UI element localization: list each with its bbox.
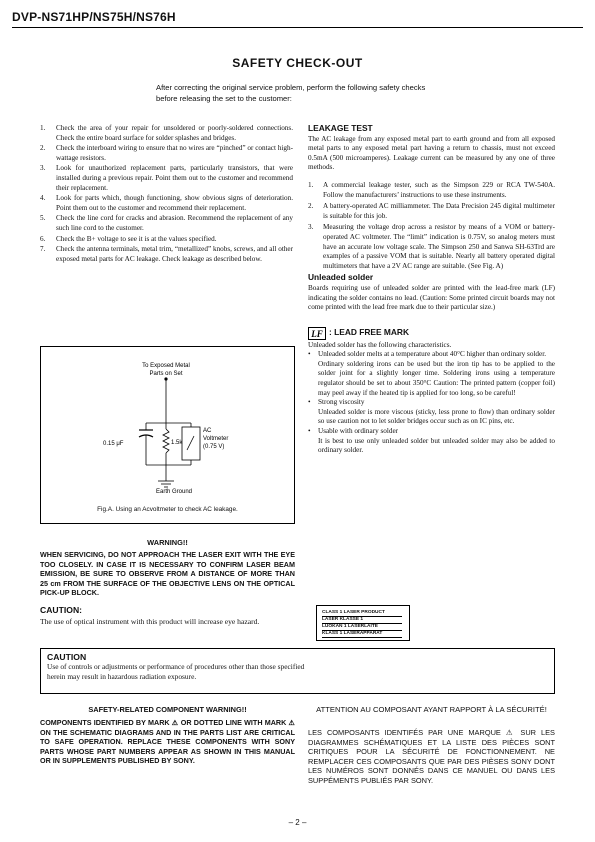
test-probe-node xyxy=(164,377,167,380)
caution-heading: CAUTION: xyxy=(40,605,83,615)
meter-label-2: Voltmeter xyxy=(203,436,229,442)
unleaded-solder-heading: Unleaded solder xyxy=(308,272,374,283)
manual-model-header: DVP-NS71HP/NS75H/NS76H xyxy=(12,10,176,24)
leakage-method-item: 2. A battery-operated AC milliammeter. The Data Precision 245 digital multimeter is suitable for this job. xyxy=(308,202,555,220)
laser-label-line: LASER KLASSE 1 xyxy=(322,617,402,624)
leakage-column xyxy=(308,124,555,456)
leakage-circuit-diagram xyxy=(41,347,296,525)
check-item: 1. Check the area of your repair for unsoldered or poorly-soldered connections. Check the entire board surface for solder splashes and bridges. xyxy=(40,124,293,142)
lead-free-bullet: • Usable with ordinary solder It is best to use only unleaded solder but unleaded solder may also be added to ordinary solder. xyxy=(308,427,555,455)
caution-text: The use of optical instrument with this product will increase eye hazard. xyxy=(40,617,260,626)
laser-warning-body: WHEN SERVICING, DO NOT APPROACH THE LASER EXIT WITH THE EYE TOO CLOSELY. IN CASE IT IS NECESSARY TO CONFIRM LASER BEAM EMISSION, BE SURE TO OBSERVE FROM A DISTANCE OF MORE THAN 25 cm FROM THE SURFACE OF THE OBJECTIVE LENS ON THE OPTICAL PICK-UP BLOCK. xyxy=(40,550,295,598)
leakage-test-figure xyxy=(40,346,295,524)
check-item: 4. Look for parts which, though functioning, show obvious signs of deterioration. Point them out to the customer and recommend their replacement. xyxy=(40,194,293,212)
lead-free-bullet: • Unleaded solder melts at a temperature about 40°C higher than ordinary solder. Ordinary soldering irons can be used but the iron tip has to be applied to the solder joint for a slightly longer time. Soldering irons using a temperature regulator should be set to about 350°C Caution: The printed pattern (copper foil) may peel away if the heated tip is applied for too long, so be careful! xyxy=(308,350,555,397)
figure-label-top-1: To Exposed Metal xyxy=(142,363,190,369)
meter-label-3: (0.75 V) xyxy=(203,444,225,450)
lead-free-mark-heading: : LEAD FREE MARK xyxy=(329,327,410,338)
header-rule xyxy=(12,27,583,28)
check-item: 6. Check the B+ voltage to see it is at the values specified. xyxy=(40,234,217,243)
leakage-test-intro: The AC leakage from any exposed metal part to earth ground and from all exposed metal parts to any exposed metal part having a return to chassis, must not exceed 0.5mA (500 microamperes). Leakage current can be measured by any one of three methods. xyxy=(308,134,555,172)
lead-free-intro: Unleaded solder has the following characteristics. xyxy=(308,340,452,349)
bullet-dot: • xyxy=(308,398,311,407)
laser-warning-title: WARNING!! xyxy=(147,538,188,547)
unleaded-solder-text: Boards requiring use of unleaded solder are printed with the lead-free mark (LF) indicating the solder contains no lead. (Caution: Some printed circuit boards may not come printed with the lead free mark due to their particular size.) xyxy=(308,283,555,312)
caution-box xyxy=(40,648,555,694)
leakage-method-list xyxy=(308,181,555,271)
check-item: 5. Check the line cord for cracks and abrasion. Recommend the replacement of any such line cord to the customer. xyxy=(40,214,293,232)
lead-free-bullet: • Strong viscosity Unleaded solder is more viscous (sticky, less prone to flow) than ordinary solder so use caution not to let solder bridges occur such as on IC pins, etc. xyxy=(308,398,555,426)
laser-label-line: KLASS 1 LASERAPPARAT xyxy=(322,631,402,638)
caution-box-heading: CAUTION xyxy=(47,652,87,662)
french-safety-title: ATTENTION AU COMPOSANT AYANT RAPPORT À LA SÉCURITÉ! xyxy=(316,705,547,714)
intro-paragraph: After correcting the original service problem, perform the following safety checks before releasing the set to the customer: xyxy=(156,83,426,103)
laser-class-label xyxy=(316,605,410,641)
safety-check-list xyxy=(40,124,293,264)
check-item: 7. Check the antenna terminals, metal trim, “metallized” knobs, screws, and all other exposed metal parts for AC leakage. Check leakage as described below. xyxy=(40,245,293,263)
figure-caption: Fig.A. Using an Acvoltmeter to check AC leakage. xyxy=(97,506,238,513)
leakage-test-heading: LEAKAGE TEST xyxy=(308,123,373,133)
figure-label-top-2: Parts on Set xyxy=(149,371,183,377)
resistor-label: 1.5k xyxy=(171,440,183,446)
laser-class-label-lines xyxy=(322,610,402,638)
bullet-dot: • xyxy=(308,427,311,436)
safety-component-body: COMPONENTS IDENTIFIED BY MARK ⚠ OR DOTTED LINE WITH MARK ⚠ ON THE SCHEMATIC DIAGRAMS AND IN THE PARTS LIST ARE CRITICAL TO SAFE OPERATION. REPLACE THESE COMPONENTS WITH SONY PARTS WHOSE PART NUMBERS APPEAR AS SHOWN IN THIS MANUAL OR IN SUPPLEMENTS PUBLISHED BY SONY. xyxy=(40,718,295,766)
french-safety-body: LES COMPOSANTS IDENTIFÉS PAR UNE MARQUE ⚠ SUR LES DIAGRAMMES SCHÉMATIQUES ET LA LISTE DES PIÈCES SONT CRITIQUES POUR LA SÉCURITÉ DE FONCTIONNEMENT. NE REMPLACER CES COMPOSANTS QUE PAR DES PIÈSES SONY DONT LES NUMÉROS SONT DONNÉS DANS CE MANUEL OU DANS LES SUPPÉMENTS PUBLIÉS PAR SONY. xyxy=(308,728,555,785)
earth-ground-label: Earth Ground xyxy=(156,489,193,495)
page-number: – 2 – xyxy=(288,818,307,827)
check-item: 2. Check the interboard wiring to ensure that no wires are “pinched” or contact high-wattage resistors. xyxy=(40,144,293,162)
safety-checks-column xyxy=(40,124,293,265)
capacitor-label: 0.15 μF xyxy=(103,441,124,447)
laser-label-line: LUOKAN 1 LASERLAITE xyxy=(322,624,402,631)
meter-label-1: AC xyxy=(203,428,212,434)
safety-component-title: SAFETY-RELATED COMPONENT WARNING!! xyxy=(88,705,247,714)
laser-label-line: CLASS 1 LASER PRODUCT xyxy=(322,610,402,617)
lead-free-heading-row xyxy=(308,327,555,340)
lead-free-mark-letters: LF xyxy=(311,328,323,339)
leakage-method-item: 1. A commercial leakage tester, such as the Simpson 229 or RCA TW-540A. Follow the manufacturers’ instructions to use these instruments. xyxy=(308,180,555,199)
lead-free-mark-icon xyxy=(308,327,326,340)
check-item: 3. Look for unauthorized replacement parts, particularly transistors, that were installed during a previous repair. Point them out to the customer and recommend their replacement. xyxy=(40,164,293,192)
caution-box-text: Use of controls or adjustments or performance of procedures other than those specified herein may result in hazardous radiation exposure. xyxy=(47,662,305,682)
page-title: SAFETY CHECK-OUT xyxy=(232,56,363,70)
bullet-dot: • xyxy=(308,350,311,359)
leakage-method-item: 3. Measuring the voltage drop across a resistor by means of a VOM or battery-operated AC voltmeter. The “limit” indication is 0.75V, so analog meters must have an accurate low voltage scale. The Simpson 250 and Sanwa SH-63Trd are examples of a passive VOM that is suitable. Nearly all battery operated digital multimeters that have a 2V AC range are suitable. (See Fig. A) xyxy=(308,223,555,270)
